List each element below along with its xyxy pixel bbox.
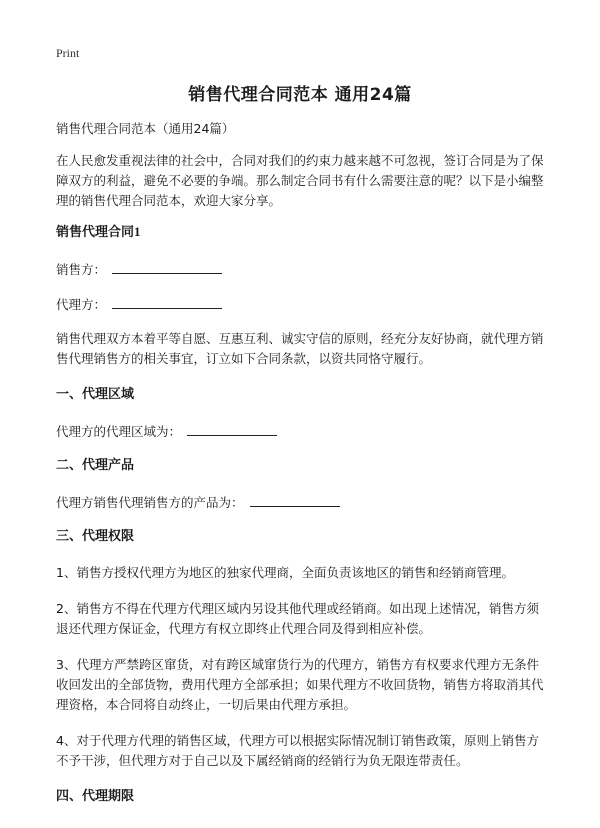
agent-field [56,294,548,315]
product-field [56,492,548,513]
print-label: Print [56,46,80,60]
document-subtitle: 销售代理合同范本（通用24篇） [56,121,235,136]
authority-item-2: 2、销售方不得在代理方代理区域内另设其他代理或经销商。如出现上述情况，销售方须退还代理方保证金，代理方有权立即终止代理合同及得到相应补偿。 [56,601,539,636]
contract-heading [56,222,548,243]
product-blank [250,492,340,507]
seller-label: 销售方： [56,262,107,277]
document-body [56,119,548,823]
agent-label: 代理方： [56,297,107,312]
contract-number: 1 [134,224,141,239]
seller-blank [112,259,222,274]
section-heading-4: 四、代理期限 [56,789,135,804]
product-label: 代理方销售代理销售方的产品为： [56,495,244,510]
page-title: 销售代理合同范本 通用24篇 [188,85,412,105]
authority-item-1: 1、销售方授权代理方为地区的独家代理商，全面负责该地区的销售和经销商管理。 [56,565,514,580]
authority-item-4: 4、对于代理方代理的销售区域，代理方可以根据实际情况制订销售政策，原则上销售方不予干涉，但代理方对于自己以及下属经销商的经销行为负无限连带责任。 [56,733,539,768]
seller-field [56,259,548,280]
region-blank [187,421,277,436]
region-field [56,421,548,442]
agent-blank [112,294,222,309]
section-heading-1: 一、代理区域 [56,387,135,402]
authority-item-3: 3、代理方严禁跨区窜货，对有跨区域窜货行为的代理方，销售方有权要求代理方无条件收回发出的全部货物，费用代理方全部承担；如果代理方不收回货物，销售方将取消其代理资格，本合同将自动终止，一切后果由代理方承担。 [56,657,544,712]
section-heading-2: 二、代理产品 [56,458,135,473]
intro-paragraph: 在人民愈发重视法律的社会中，合同对我们的约束力越来越不可忽视，签订合同是为了保障双方的利益，避免不必要的争端。那么制定合同书有什么需要注意的呢？以下是小编整理的销售代理合同范本，欢迎大家分享。 [56,153,544,208]
region-label: 代理方的代理区域为： [56,424,182,439]
preamble-paragraph: 销售代理双方本着平等自愿、互惠互利、诚实守信的原则，经充分友好协商，就代理方销售代理销售方的相关事宜，订立如下合同条款，以资共同恪守履行。 [56,331,544,366]
contract-title: 销售代理合同 [56,225,135,240]
section-heading-3: 三、代理权限 [56,529,135,544]
